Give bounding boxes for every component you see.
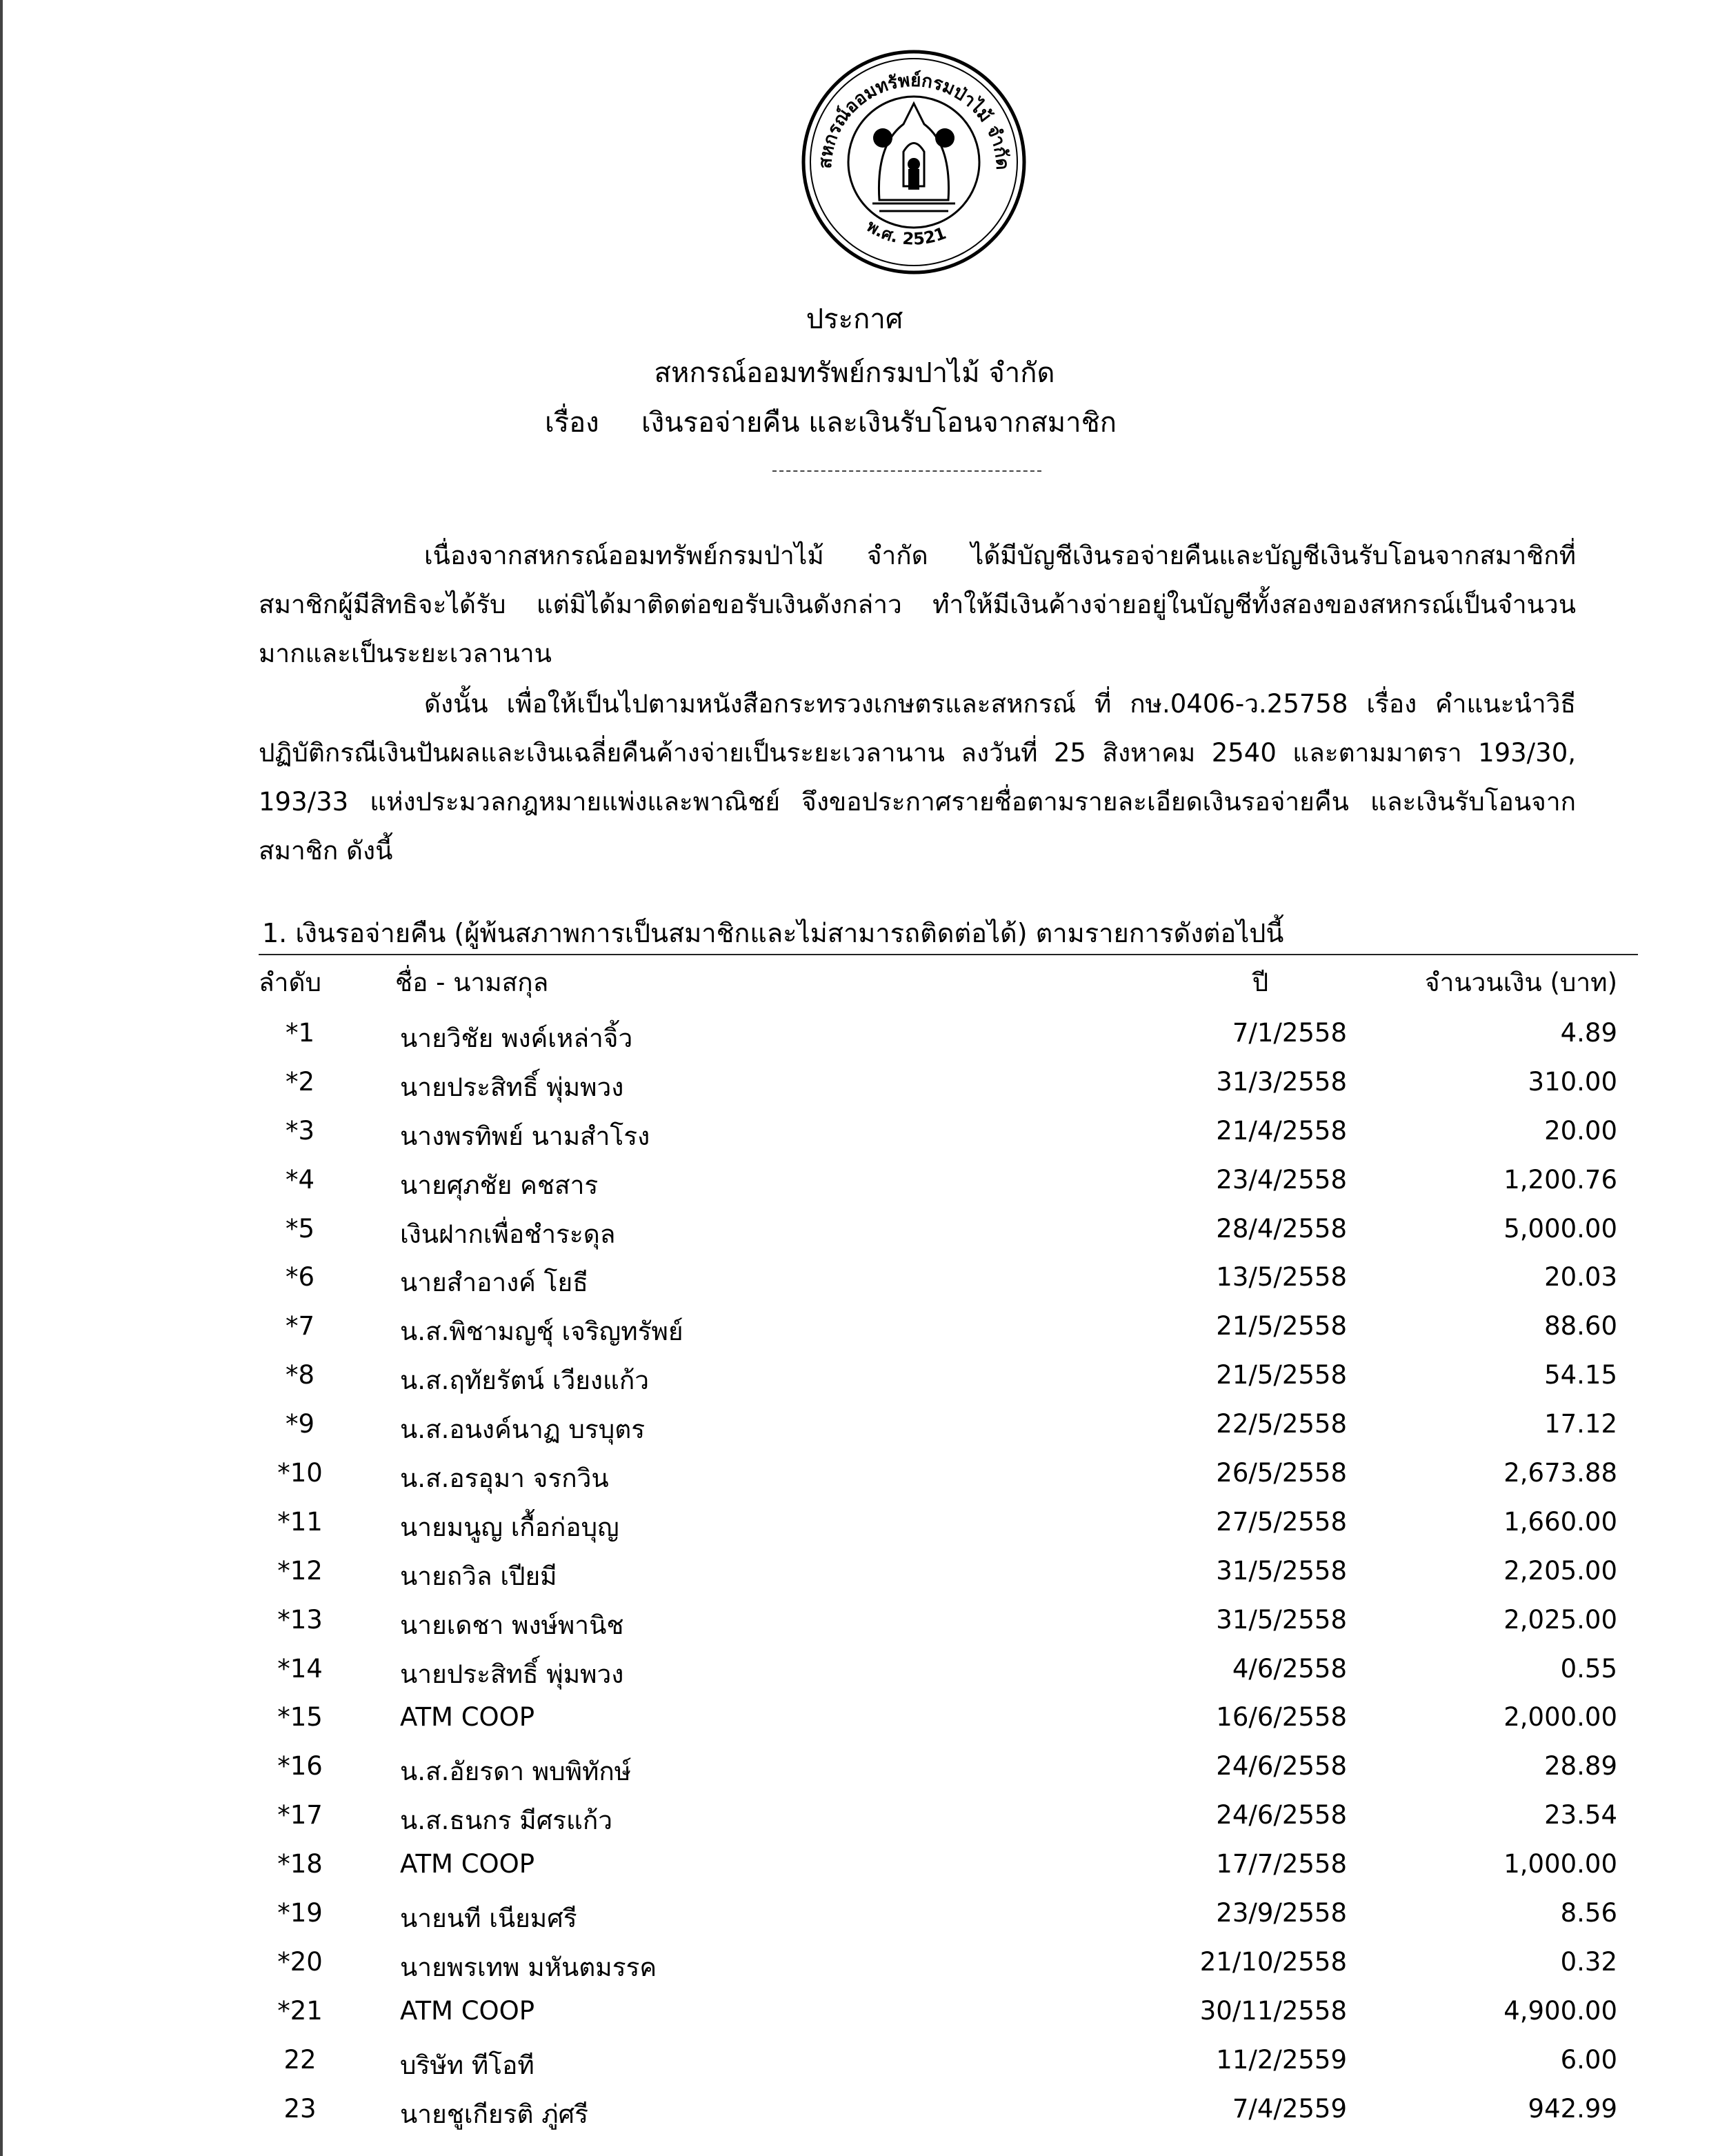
table-row — [259, 2088, 1638, 2137]
row-amount: 4,900.00 — [1503, 1995, 1617, 2026]
row-year: 4/6/2558 — [1232, 1653, 1347, 1684]
row-year: 21/4/2558 — [1216, 1115, 1347, 1146]
row-amount: 23.54 — [1544, 1800, 1617, 1830]
row-amount: 2,000.00 — [1503, 1702, 1617, 1733]
row-year: 31/5/2558 — [1216, 1555, 1347, 1586]
row-name: เงินฝากเพื่อชำระดุล — [400, 1219, 616, 1249]
row-name: น.ส.อัยรดา พบพิทักษ์ — [400, 1757, 632, 1787]
row-number: *12 — [277, 1555, 323, 1586]
column-header-name: ชื่อ - นามสกุล — [395, 968, 549, 997]
table-row — [259, 1110, 1638, 1159]
row-year: 24/6/2558 — [1216, 1751, 1347, 1781]
row-name: นายประสิทธิ์ พุ่มพวง — [400, 1072, 624, 1102]
row-name: นายสำอางค์ โยธี — [400, 1268, 588, 1298]
row-number: *11 — [277, 1506, 323, 1537]
row-number: *7 — [285, 1311, 315, 1341]
section-title: 1. เงินรอจ่ายคืน (ผู้พ้นสภาพการเป็นสมาชิกและไม่สามารถติดต่อได้) ตามรายการดังต่อไปนี้ — [262, 918, 1284, 948]
table-row — [259, 1844, 1638, 1893]
table-body — [259, 1012, 1638, 2137]
row-year: 24/6/2558 — [1216, 1800, 1347, 1830]
row-name: นายศุภชัย คชสาร — [400, 1170, 599, 1200]
row-name: นายถวิล เปียมี — [400, 1561, 557, 1591]
row-name: ATM COOP — [400, 1995, 535, 2026]
organization-name: สหกรณ์ออมทรัพย์กรมปาไม้ จำกัด — [654, 357, 1055, 389]
table-row — [259, 1746, 1638, 1795]
table-row — [259, 1012, 1638, 1061]
row-year: 23/9/2558 — [1216, 1898, 1347, 1928]
cooperative-seal-logo — [800, 48, 1028, 276]
row-amount: 2,205.00 — [1503, 1555, 1617, 1586]
row-name: นายวิชัย พงค์เหล่าจิ้ว — [400, 1024, 633, 1053]
row-year: 28/4/2558 — [1216, 1213, 1347, 1244]
row-amount: 8.56 — [1560, 1898, 1617, 1928]
row-amount: 28.89 — [1544, 1751, 1617, 1781]
row-number: *16 — [277, 1751, 323, 1781]
row-year: 23/4/2558 — [1216, 1164, 1347, 1195]
row-number: *5 — [285, 1213, 315, 1244]
table-row — [259, 1208, 1638, 1257]
svg-text:พ.ศ. 2521: พ.ศ. 2521 — [863, 216, 949, 249]
row-number: *3 — [285, 1115, 315, 1146]
row-amount: 20.00 — [1544, 1115, 1617, 1146]
row-name: นายนที เนียมศรี — [400, 1904, 577, 1934]
row-name: น.ส.ธนกร มีศรแก้ว — [400, 1806, 613, 1836]
table-row — [259, 1257, 1638, 1306]
row-name: บริษัท ทีโอที — [400, 2050, 534, 2080]
row-year: 16/6/2558 — [1216, 1702, 1347, 1733]
row-name: ATM COOP — [400, 1849, 535, 1879]
row-number: *10 — [277, 1458, 323, 1488]
row-year: 21/5/2558 — [1216, 1360, 1347, 1390]
paragraph-reference: ดังนั้น เพื่อให้เป็นไปตามหนังสือกระทรวงเกษตรและสหกรณ์ ที่ กษ.0406-ว.25758 เรื่อง คำแนะนำวิธีปฏิบัติกรณีเงินปันผลและเงินเฉลี่ยคืนค้างจ่ายเป็นระยะเวลานาน ลงวันที่ 25 สิงหาคม 2540 และตามมาตรา 193/30, 193/33 แห่งประมวลกฎหมายแพ่งและพาณิชย์ จึงขอประกาศรายชื่อตามรายละเอียดเงินรอจ่ายคืน และเงินรับโอนจากสมาชิก ดังนี้ — [259, 689, 1576, 866]
row-year: 26/5/2558 — [1216, 1458, 1347, 1488]
row-amount: 88.60 — [1544, 1311, 1617, 1341]
row-amount: 1,200.76 — [1503, 1164, 1617, 1195]
row-year: 7/4/2559 — [1232, 2093, 1347, 2124]
table-row — [259, 1355, 1638, 1404]
row-amount: 310.00 — [1528, 1066, 1617, 1097]
row-number: *1 — [285, 1018, 315, 1048]
row-name: ATM COOP — [400, 1702, 535, 1733]
paragraph-intro: เนื่องจากสหกรณ์ออมทรัพย์กรมป่าไม้ จำกัด ได้มีบัญชีเงินรอจ่ายคืนและบัญชีเงินรับโอนจากสมาชิกที่สมาชิกผู้มีสิทธิจะได้รับ แต่มิได้มาติดต่อขอรับเงินดังกล่าว ทำให้มีเงินค้างจ่ายอยู่ในบัญชีทั้งสองของสหกรณ์เป็นจำนวนมากและเป็นระยะเวลานาน — [259, 541, 1576, 668]
row-year: 27/5/2558 — [1216, 1506, 1347, 1537]
row-amount: 17.12 — [1544, 1409, 1617, 1439]
svg-text:สหกรณ์ออมทรัพย์กรมป่าไม้ จำกัด: สหกรณ์ออมทรัพย์กรมป่าไม้ จำกัด — [814, 70, 1013, 171]
row-number: *20 — [277, 1946, 323, 1977]
row-year: 22/5/2558 — [1216, 1409, 1347, 1439]
row-name: นายเดชา พงษ์พานิช — [400, 1610, 624, 1640]
row-amount: 0.32 — [1560, 1946, 1617, 1977]
column-header-amount: จำนวนเงิน (บาท) — [1424, 968, 1617, 997]
table-row — [259, 1550, 1638, 1599]
row-name: น.ส.ฤทัยรัตน์ เวียงแก้ว — [400, 1366, 650, 1396]
row-year: 11/2/2559 — [1216, 2044, 1347, 2075]
row-amount: 942.99 — [1528, 2093, 1617, 2124]
row-name: น.ส.พิชามญชุ์ เจริญทรัพย์ — [400, 1317, 683, 1347]
table-row — [259, 1942, 1638, 1990]
row-amount: 5,000.00 — [1503, 1213, 1617, 1244]
table-row — [259, 1159, 1638, 1208]
row-year: 30/11/2558 — [1199, 1995, 1347, 2026]
table-row — [259, 1795, 1638, 1844]
subject-label: เรื่อง — [545, 407, 599, 439]
table-row — [259, 1648, 1638, 1697]
row-number: *17 — [277, 1800, 323, 1830]
announcement-title: ประกาศ — [806, 303, 903, 335]
table-row — [259, 1404, 1638, 1453]
row-name: นายชูเกียรติ ภู่ศรี — [400, 2099, 589, 2129]
table-row — [259, 1306, 1638, 1355]
row-amount: 2,025.00 — [1503, 1604, 1617, 1635]
row-name: นายประสิทธิ์ พุ่มพวง — [400, 1659, 624, 1689]
row-amount: 1,000.00 — [1503, 1849, 1617, 1879]
row-number: *2 — [285, 1066, 315, 1097]
row-amount: 4.89 — [1560, 1018, 1617, 1048]
row-number: *4 — [285, 1164, 315, 1195]
row-number: *8 — [285, 1360, 315, 1390]
row-number: *14 — [277, 1653, 323, 1684]
row-number: *18 — [277, 1849, 323, 1879]
row-number: *21 — [277, 1995, 323, 2026]
table-row — [259, 1599, 1638, 1648]
row-number: *13 — [277, 1604, 323, 1635]
row-number: 23 — [283, 2093, 317, 2124]
row-year: 7/1/2558 — [1232, 1018, 1347, 1048]
column-header-no: ลำดับ — [259, 968, 321, 997]
row-amount: 0.55 — [1560, 1653, 1617, 1684]
row-amount: 54.15 — [1544, 1360, 1617, 1390]
row-year: 31/5/2558 — [1216, 1604, 1347, 1635]
row-name: นายพรเทพ มหันตมรรค — [400, 1952, 657, 1982]
table-row — [259, 1061, 1638, 1110]
row-name: น.ส.อนงค์นาฏ บรบุตร — [400, 1415, 646, 1445]
row-amount: 2,673.88 — [1503, 1458, 1617, 1488]
row-name: นางพรทิพย์ นามสำโรง — [400, 1121, 650, 1151]
table-header — [259, 954, 1638, 1001]
row-year: 21/10/2558 — [1199, 1946, 1347, 1977]
row-amount: 1,660.00 — [1503, 1506, 1617, 1537]
row-year: 13/5/2558 — [1216, 1262, 1347, 1292]
row-number: *6 — [285, 1262, 315, 1292]
row-year: 31/3/2558 — [1216, 1066, 1347, 1097]
table-row — [259, 1893, 1638, 1942]
row-number: *9 — [285, 1409, 315, 1439]
row-amount: 20.03 — [1544, 1262, 1617, 1292]
row-year: 21/5/2558 — [1216, 1311, 1347, 1341]
table-row — [259, 2039, 1638, 2088]
dashed-divider — [772, 470, 1041, 472]
subject-text: เงินรอจ่ายคืน และเงินรับโอนจากสมาชิก — [641, 407, 1117, 439]
table-row — [259, 1501, 1638, 1550]
row-number: 22 — [283, 2044, 317, 2075]
row-year: 17/7/2558 — [1216, 1849, 1347, 1879]
row-number: *19 — [277, 1898, 323, 1928]
column-header-year: ปี — [1252, 968, 1269, 997]
row-number: *15 — [277, 1702, 323, 1733]
row-name: นายมนูญ เกื้อก่อบุญ — [400, 1512, 619, 1542]
row-name: น.ส.อรอุมา จรกวิน — [400, 1464, 609, 1494]
table-row — [259, 1990, 1638, 2039]
row-amount: 6.00 — [1560, 2044, 1617, 2075]
table-row — [259, 1697, 1638, 1746]
table-row — [259, 1453, 1638, 1501]
